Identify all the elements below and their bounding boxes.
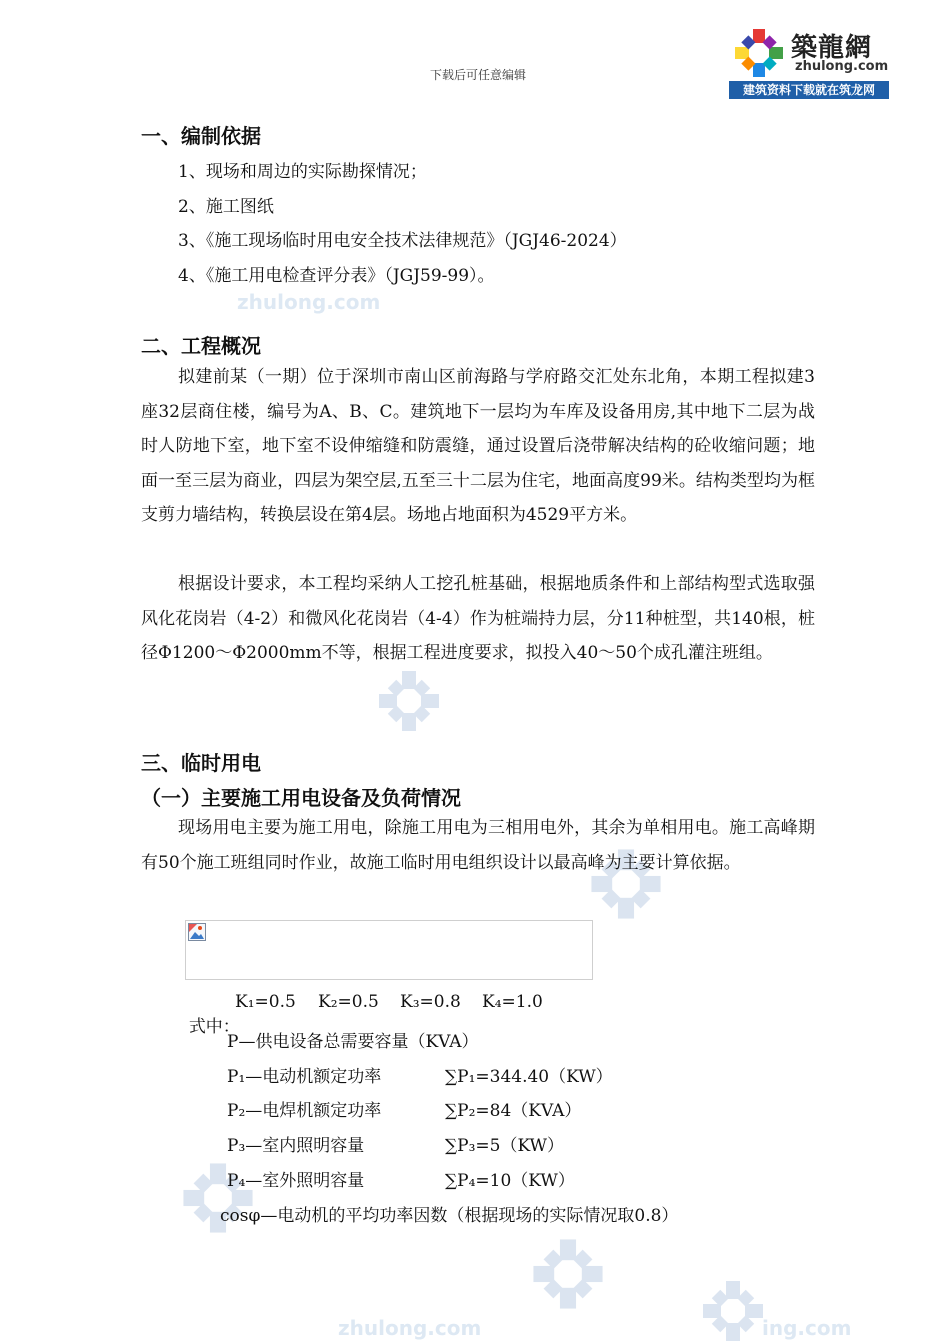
watermark-flake-icon [530, 1236, 606, 1312]
watermark-text: zhulong.com [237, 290, 381, 314]
section-title-basis: 一、编制依据 [141, 124, 261, 148]
coef-k3: K₃=0.8 [400, 992, 461, 1012]
subsection-title-load: （一）主要施工用电设备及负荷情况 [141, 786, 461, 810]
formula-image [185, 920, 593, 980]
coef-k2: K₂=0.5 [318, 992, 379, 1012]
list-item: 3、《施工现场临时用电安全技术法律规范》（JGJ46-2024） [178, 231, 627, 251]
def-cos-phi: cosφ—电动机的平均功率因数（根据现场的实际情况取0.8） [220, 1206, 679, 1226]
logo-cn-text: 築龍網 [791, 33, 873, 63]
def-p4: P₄—室外照明容量 [227, 1171, 365, 1191]
overview-paragraph: 根据设计要求，本工程均采纳人工挖孔桩基础，根据地质条件和上部结构型式选取强风化花岗岩（4-2）和微风化花岗岩（4-4）作为桩端持力层，分11种桩型，共140根，桩径Φ1200～Φ2000mm不等，根据工程进度要求，拟投入40～50个成孔灌注班组。 [141, 574, 815, 663]
def-p4-value: ∑P₄=10（KW） [445, 1171, 575, 1191]
def-p2: P₂—电焊机额定功率 [227, 1101, 382, 1121]
def-p2-value: ∑P₂=84（KVA） [445, 1101, 582, 1121]
def-p1: P₁—电动机额定功率 [227, 1067, 382, 1087]
watermark-flake-icon [376, 668, 442, 734]
list-item: 1、现场和周边的实际勘探情况； [178, 162, 427, 182]
list-item: 2、施工图纸 [178, 197, 274, 217]
load-paragraph: 现场用电主要为施工用电，除施工用电为三相用电外，其余为单相用电。施工高峰期有50个施工班组同时作业，故施工临时用电组织设计以最高峰为主要计算依据。 [141, 818, 815, 873]
coef-prefix: 式中： [188, 1017, 240, 1037]
broken-image-icon [188, 923, 206, 941]
def-p1-value: ∑P₁=344.40（KW） [445, 1067, 613, 1087]
zhulong-logo[interactable] [729, 23, 889, 99]
list-item: 4、《施工用电检查评分表》（JGJ59-99）。 [178, 266, 495, 286]
watermark-flake-icon [700, 1278, 766, 1344]
watermark-text: ing.com [762, 1316, 852, 1340]
coef-k4: K₄=1.0 [482, 992, 543, 1012]
section-title-overview: 二、工程概况 [141, 334, 261, 358]
def-p3-value: ∑P₃=5（KW） [445, 1136, 565, 1156]
watermark-text: zhulong.com [338, 1316, 482, 1340]
snowflake-logo-icon [733, 27, 785, 79]
logo-en-text: zhulong.com [795, 59, 889, 74]
def-p: P—供电设备总需要容量（KVA） [227, 1032, 479, 1052]
header-note: 下载后可任意编辑 [429, 68, 526, 82]
overview-paragraph: 拟建前某（一期）位于深圳市南山区前海路与学府路交汇处东北角，本期工程拟建3座32层商住楼，编号为A、B、C。建筑地下一层均为车库及设备用房,其中地下二层为战时人防地下室，地下室不设伸缩缝和防震缝，通过设置后浇带解决结构的砼收缩问题；地面一至三层为商业，四层为架空层,五至三十二层为住宅，地面高度99米。结构类型均为框支剪力墙结构，转换层设在第4层。场地占地面积为4529平方米。 [141, 367, 815, 525]
def-p3: P₃—室内照明容量 [227, 1136, 365, 1156]
section-title-temp-power: 三、临时用电 [141, 751, 261, 775]
coef-k1: K₁=0.5 [235, 992, 296, 1012]
logo-tagline: 建筑资料下载就在筑龙网 [729, 81, 889, 99]
